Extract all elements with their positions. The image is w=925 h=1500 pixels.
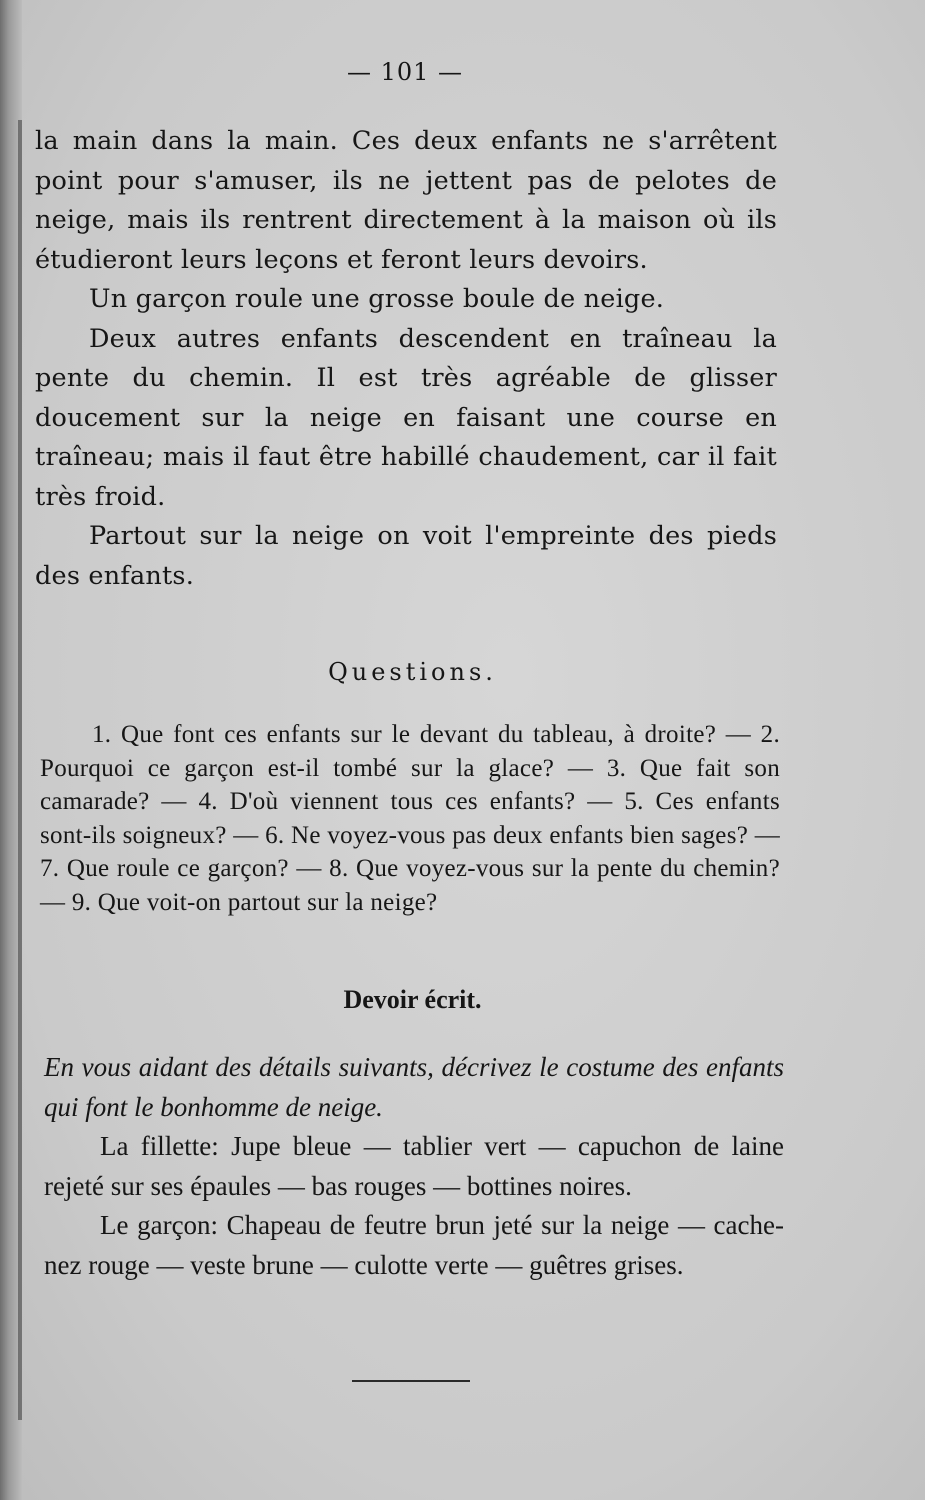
devoir-garcon: Le garçon: Chapeau de feutre brun jeté sur la neige — cache-nez rouge — veste brune — culotte verte — guêtres grises. — [44, 1210, 784, 1280]
questions-list: 1. Que font ces enfants sur le devant du tableau, à droite? — 2. Pourquoi ce garçon est-il tombé sur la glace? — 3. Que fait son camarade? — 4. D'où viennent tous ces enfants? — 5. Ces enfants sont-ils soigneux? — 6. Ne voyez-vous pas deux enfants bien sages? — 7. Que roule ce garçon? — 8. Que voyez-vous sur la pente du chemin? — 9. Que voit-on partout sur la neige? — [40, 721, 780, 916]
devoir-instruction — [44, 1048, 784, 1127]
end-rule — [352, 1380, 470, 1382]
devoir-fillette: La fillette: Jupe bleue — tablier vert — capuchon de laine rejeté sur ses épaules — bas rouges — bottines noires. — [44, 1131, 784, 1201]
paragraph-hand-in-hand: la main dans la main. Ces deux enfants ne s'arrêtent point pour s'amuser, ils ne jettent pas de pelotes de neige, mais ils rentrent directement à la maison où ils étudieront leurs leçons et feront leurs devoirs. — [35, 126, 777, 275]
paragraph-footprints: Partout sur la neige on voit l'empreinte des pieds des enfants. — [35, 521, 777, 591]
page-number: — 101 — — [346, 58, 464, 86]
binding-shadow-line — [18, 120, 22, 1420]
main-text — [35, 122, 777, 596]
devoir-section — [44, 1048, 784, 1285]
questions-heading: Questions. — [328, 658, 497, 686]
devoir-heading: Devoir écrit. — [343, 985, 482, 1014]
paragraph-snowball: Un garçon roule une grosse boule de neige. — [89, 284, 665, 314]
paragraph-sled: Deux autres enfants descendent en traîneau la pente du chemin. Il est très agréable de glisser doucement sur la neige en faisant une course en traîneau; mais il faut être habillé chaudement, car il fait très froid. — [35, 323, 777, 512]
devoir-instruction-text: En vous aidant des détails suivants, décrivez le costume des enfants qui font le bonhomme de neige. — [44, 1052, 784, 1122]
